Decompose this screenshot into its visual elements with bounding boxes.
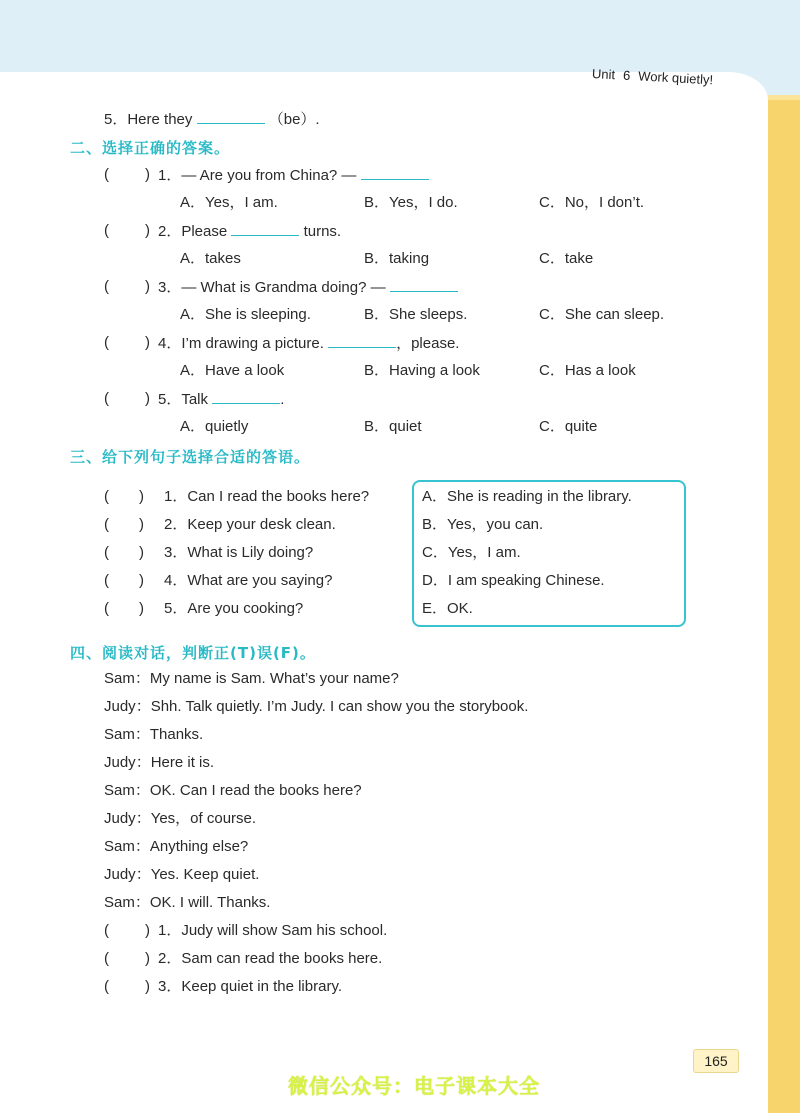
dialogue-line: Sam：Thanks. <box>104 726 204 743</box>
answer-paren[interactable]: ( ) <box>104 390 150 407</box>
answer-paren[interactable]: ( ) <box>104 950 150 967</box>
option-a[interactable]: A．takes <box>180 250 241 267</box>
tf-statement: 3．Keep quiet in the library. <box>158 978 342 995</box>
fill-item-5: 5．Here they （be）. <box>104 111 320 128</box>
page-number: 165 <box>693 1049 739 1073</box>
option-c[interactable]: C．take <box>539 250 594 267</box>
answer-paren[interactable]: ( ) <box>104 222 150 239</box>
match-question: 1．Can I read the books here? <box>164 488 370 505</box>
match-question: 5．Are you cooking? <box>164 600 304 617</box>
match-question: 3．What is Lily doing? <box>164 544 314 561</box>
answer-blank[interactable] <box>390 277 458 292</box>
unit-title: Work quietly! <box>637 68 714 88</box>
option-c[interactable]: C．She can sleep. <box>539 306 665 323</box>
option-c[interactable]: C．quite <box>539 418 598 435</box>
answer-paren[interactable]: ( ) <box>104 278 150 295</box>
choice-question: 1．— Are you from China? — <box>158 165 429 186</box>
match-answer-c: C．Yes，I am. <box>422 544 521 561</box>
choice-question: 3．— What is Grandma doing? — <box>158 277 458 298</box>
section-4-title: 四、阅读对话，判断正(T)误(F)。 <box>70 644 316 662</box>
answer-paren[interactable]: ( ) <box>104 600 144 617</box>
match-answer-b: B．Yes，you can. <box>422 516 544 533</box>
answer-paren[interactable]: ( ) <box>104 166 150 183</box>
answer-paren[interactable]: ( ) <box>104 516 144 533</box>
option-b[interactable]: B．Yes，I do. <box>364 194 458 211</box>
tf-statement: 2．Sam can read the books here. <box>158 950 383 967</box>
answer-blank[interactable] <box>231 221 299 236</box>
section-3-title: 三、给下列句子选择合适的答语。 <box>70 448 311 466</box>
answer-paren[interactable]: ( ) <box>104 922 150 939</box>
option-b[interactable]: B．quiet <box>364 418 422 435</box>
dialogue-line: Judy：Here it is. <box>104 754 215 771</box>
choice-question: 2．Please turns. <box>158 223 342 240</box>
option-a[interactable]: A．Yes，I am. <box>180 194 278 211</box>
answer-paren[interactable]: ( ) <box>104 334 150 351</box>
option-b[interactable]: B．taking <box>364 250 430 267</box>
answer-paren[interactable]: ( ) <box>104 978 150 995</box>
tf-statement: 1．Judy will show Sam his school. <box>158 922 388 939</box>
dialogue-line: Sam：Anything else? <box>104 838 249 855</box>
answer-blank[interactable] <box>328 333 396 348</box>
watermark-text: 微信公众号：电子课本大全 <box>288 1074 540 1098</box>
dialogue-line: Judy：Yes，of course. <box>104 810 257 827</box>
match-question: 4．What are you saying? <box>164 572 333 589</box>
answer-paren[interactable]: ( ) <box>104 488 144 505</box>
match-answer-e: E．OK. <box>422 600 473 617</box>
unit-label: Unit <box>591 66 616 83</box>
answer-blank[interactable] <box>197 109 265 124</box>
dialogue-line: Judy：Yes. Keep quiet. <box>104 866 260 883</box>
answer-paren[interactable]: ( ) <box>104 572 144 589</box>
answer-paren[interactable]: ( ) <box>104 544 144 561</box>
dialogue-line: Judy：Shh. Talk quietly. I’m Judy. I can show you the storybook. <box>104 698 529 715</box>
choice-question: 5．Talk . <box>158 391 285 408</box>
match-answer-a: A．She is reading in the library. <box>422 488 632 505</box>
dialogue-line: Sam：My name is Sam. What’s your name? <box>104 670 399 687</box>
answer-blank[interactable] <box>361 165 429 180</box>
option-a[interactable]: A．quietly <box>180 418 249 435</box>
match-question: 2．Keep your desk clean. <box>164 516 336 533</box>
unit-number: 6 <box>622 67 631 83</box>
match-answer-d: D．I am speaking Chinese. <box>422 572 605 589</box>
answer-blank[interactable] <box>212 389 280 404</box>
dialogue-line: Sam：OK. I will. Thanks. <box>104 894 271 911</box>
option-b[interactable]: B．She sleeps. <box>364 306 468 323</box>
option-a[interactable]: A．She is sleeping. <box>180 306 311 323</box>
dialogue-line: Sam：OK. Can I read the books here? <box>104 782 362 799</box>
option-a[interactable]: A．Have a look <box>180 362 285 379</box>
section-2-title: 二、选择正确的答案。 <box>70 139 231 157</box>
choice-question: 4．I’m drawing a picture. ，please. <box>158 335 460 352</box>
option-b[interactable]: B．Having a look <box>364 362 480 379</box>
option-c[interactable]: C．No，I don’t. <box>539 194 645 211</box>
option-c[interactable]: C．Has a look <box>539 362 636 379</box>
